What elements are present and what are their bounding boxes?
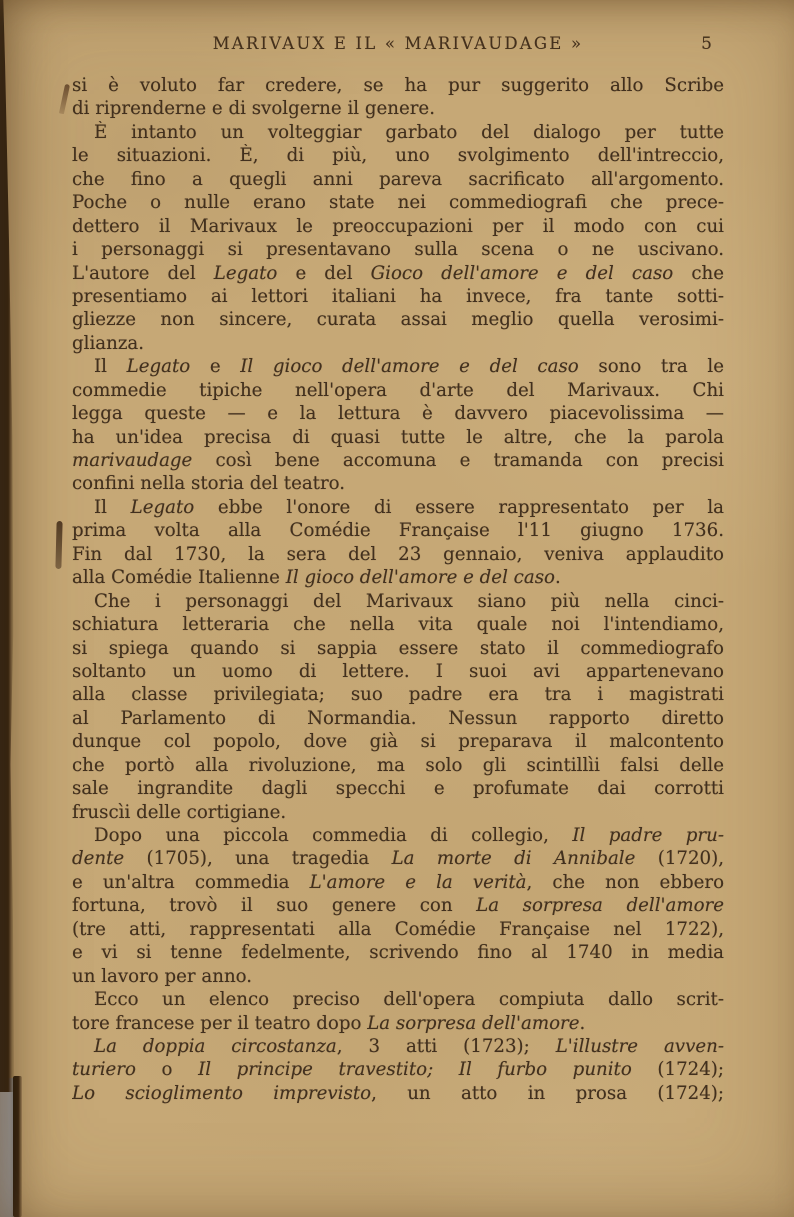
page-header [72,34,724,58]
text-line: si spiega quando si sappia essere stato il commediografo [72,637,724,659]
text-line: schiatura letteraria che nella vita quale noi l'intendiamo, [72,614,724,636]
text-line: che portò alla rivoluzione, ma solo gli scintillìi falsi delle [72,754,724,776]
text-line: Dopo una piccola commedia di collegio, Il padre pru- [94,825,724,846]
text-line: i personaggi si presentavano sulla scena o ne uscivano. [72,239,724,261]
text-line: commedie tipiche nell'opera d'arte del Marivaux. Chi [72,379,724,401]
text-line: Lo scioglimento imprevisto, un atto in prosa (1724); [72,1082,724,1104]
text-line: fruscìi delle cortigiane. [72,801,287,823]
text-line: ha un'idea precisa di quasi tutte le altre, che la parola [72,426,724,448]
text-line: fortuna, trovò il suo genere con La sorpresa dell'amore [72,895,724,917]
text-line: tore francese per il teatro dopo La sorpresa dell'amore. [72,1012,586,1034]
text-line: confini nella storia del teatro. [72,473,346,495]
text-line: presentiamo ai lettori italiani ha invece, fra tante sotti- [72,285,724,307]
text-line: e un'altra commedia L'amore e la verità, che non ebbero [72,871,724,893]
book-spine-shadow [0,0,15,1092]
text-line: È intanto un volteggiar garbato del dialogo per tutte [94,121,724,143]
text-line: gliezze non sincere, curata assai meglio quella verosimi- [72,309,724,331]
text-line: Che i personaggi del Marivaux siano più nella cinci- [94,590,724,612]
text-line: Il Legato e Il gioco dell'amore e del caso sono tra le [94,356,724,378]
text-line: Ecco un elenco preciso dell'opera compiuta dallo scrit- [94,989,724,1011]
text-line: sale ingrandite dagli specchi e profumate dai corrotti [72,778,724,800]
text-line: Fin dal 1730, la sera del 23 gennaio, veniva applaudito [72,543,724,565]
text-line: alla Comédie Italienne Il gioco dell'amore e del caso. [72,567,561,589]
text-line: (tre atti, rappresentati alla Comédie Française nel 1722), [72,918,724,940]
text-line: prima volta alla Comédie Française l'11 giugno 1736. [72,520,724,542]
text-line: Il Legato ebbe l'onore di essere rappresentato per la [94,496,724,518]
text-line: glianza. [72,332,145,354]
running-header-title: MARIVAUX E IL « MARIVAUDAGE » [212,34,584,53]
text-line: dunque col popolo, dove già si preparava il malcontento [72,731,724,753]
page-number: 5 [701,34,712,54]
text-line: le situazioni. È, di più, uno svolgimento dell'intreccio, [72,145,724,167]
text-line: e vi si tenne fedelmente, scrivendo fino al 1740 in media [72,942,724,964]
margin-ink-mark-top [59,84,70,114]
text-line: che fino a quegli anni pareva sacrificato all'argomento. [72,168,724,190]
text-line: al Parlamento di Normandia. Nessun rapporto diretto [72,707,724,729]
text-line: La doppia circostanza, 3 atti (1723); L'illustre avven- [94,1035,724,1057]
margin-ink-mark-middle [55,521,62,569]
text-line: dettero il Marivaux le preoccupazioni per il modo con cui [72,215,724,237]
scan-background-edge [0,1078,14,1217]
text-line: alla classe privilegiata; suo padre era tra i magistrati [72,684,724,706]
text-line: marivaudage così bene accomuna e tramanda con precisi [72,450,724,471]
text-line: dente (1705), una tragedia La morte di Annibale (1720), [72,848,724,870]
text-line: un lavoro per anno. [72,965,253,987]
text-line: soltanto un uomo di lettere. I suoi avi appartenevano [72,660,724,682]
text-line: turiero o Il principe travestito; Il furbo punito (1724); [72,1059,724,1081]
text-line: Poche o nulle erano state nei commediografi che prece- [72,192,724,214]
text-line: L'autore del Legato e del Gioco dell'amore e del caso che [72,262,724,284]
book-spine-shadow-bottom [13,1076,22,1217]
text-line: si è voluto far credere, se ha pur suggerito allo Scribe [72,75,724,96]
text-block [72,74,724,1105]
text-line: di riprenderne e di svolgerne il genere. [72,98,435,120]
text-line: legga queste — e la lettura è davvero piacevolissima — [72,403,724,425]
